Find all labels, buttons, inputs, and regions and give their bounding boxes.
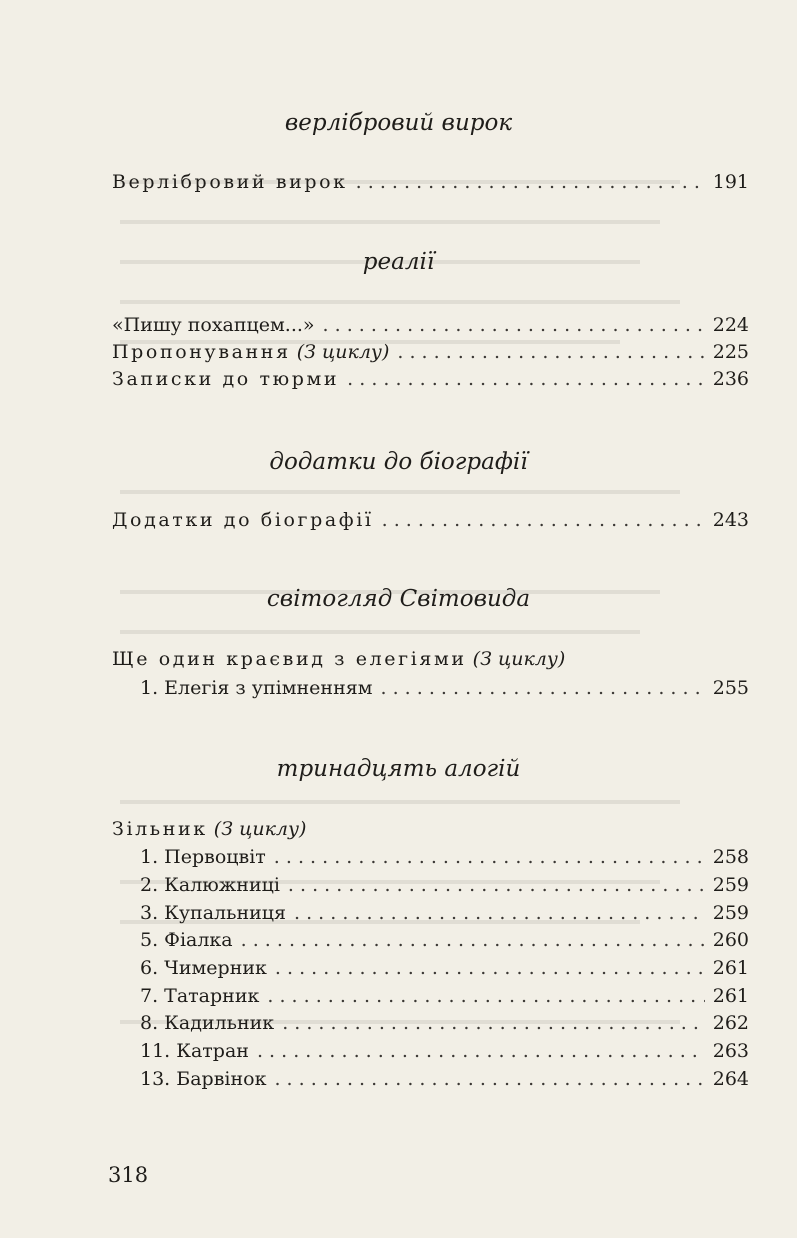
entry-page: 259 <box>712 902 749 924</box>
section-heading-realii: реалії <box>362 249 435 275</box>
leader-dots <box>275 957 705 979</box>
section-heading-svitohliad: світогляд Світовида <box>266 586 531 612</box>
leader-dots <box>347 368 705 390</box>
cycle-title-row <box>112 648 565 670</box>
leader-dots <box>397 341 704 363</box>
section-heading-verlibrovyi-vyrok: верлібровий вирок <box>284 110 513 136</box>
toc-entry <box>112 314 749 336</box>
section-heading-trynadtsiat-alohii: тринадцять алогій <box>276 756 521 782</box>
entry-title: 5. Фіалка <box>140 929 233 951</box>
entry-page: 236 <box>712 368 749 390</box>
toc-entry <box>140 985 749 1007</box>
entry-page: 255 <box>712 677 749 699</box>
cycle-note: (З циклу) <box>472 648 566 670</box>
entry-page: 264 <box>712 1068 749 1090</box>
toc-entry <box>140 957 749 979</box>
entry-title: Записки до тюрми <box>112 368 340 390</box>
toc-entry <box>140 874 749 896</box>
entry-page: 263 <box>712 1040 749 1062</box>
cycle-note: (З циклу) <box>213 818 307 840</box>
entry-page: 243 <box>712 509 749 531</box>
entry-page: 259 <box>712 874 749 896</box>
leader-dots <box>267 985 704 1007</box>
cycle-note: (З циклу) <box>296 341 390 363</box>
toc-entry <box>140 929 749 951</box>
toc-entry <box>140 1068 749 1090</box>
entry-page: 225 <box>712 341 749 363</box>
entry-title: 2. Калюжниці <box>140 874 280 896</box>
entry-page: 224 <box>712 314 749 336</box>
entry-title: 3. Купальниця <box>140 902 286 924</box>
toc-entry <box>112 341 749 363</box>
toc-entry <box>112 368 749 390</box>
page-number: 318 <box>108 1163 149 1187</box>
entry-page: 261 <box>712 957 749 979</box>
entry-title: Пропонування <box>112 341 291 363</box>
leader-dots <box>356 171 705 193</box>
entry-title: 7. Татарник <box>140 985 260 1007</box>
entry-page: 261 <box>712 985 749 1007</box>
entry-title: «Пишу похапцем...» <box>112 314 315 336</box>
leader-dots <box>257 1040 705 1062</box>
cycle-title: Ще один краєвид з елегіями <box>112 648 467 670</box>
entry-page: 260 <box>712 929 749 951</box>
entry-page: 258 <box>712 846 749 868</box>
entry-title: 13. Барвінок <box>140 1068 267 1090</box>
entry-title: 6. Чимерник <box>140 957 267 979</box>
leader-dots <box>382 509 705 531</box>
entry-page: 262 <box>712 1012 749 1034</box>
toc-entry <box>140 846 749 868</box>
entry-title: 1. Елегія з упімненням <box>140 677 373 699</box>
entry-title: 11. Катран <box>140 1040 249 1062</box>
toc-entry <box>140 902 749 924</box>
leader-dots <box>274 846 705 868</box>
toc-entry <box>112 509 749 531</box>
cycle-title-row <box>112 818 306 840</box>
toc-entry <box>140 1012 749 1034</box>
leader-dots <box>274 1068 704 1090</box>
entry-title: Додатки до біографії <box>112 509 374 531</box>
toc-entry <box>112 171 749 193</box>
entry-title: Верлібровий вирок <box>112 171 348 193</box>
leader-dots <box>241 929 705 951</box>
section-heading-dodatky: додатки до біографії <box>269 449 528 475</box>
toc-entry <box>140 1040 749 1062</box>
entry-title: 1. Первоцвіт <box>140 846 266 868</box>
leader-dots <box>288 874 705 896</box>
leader-dots <box>282 1012 705 1034</box>
leader-dots <box>381 677 705 699</box>
entry-title: 8. Кадильник <box>140 1012 275 1034</box>
entry-page: 191 <box>712 171 749 193</box>
leader-dots <box>294 902 705 924</box>
cycle-title: Зільник <box>112 818 208 840</box>
toc-entry <box>140 677 749 699</box>
leader-dots <box>323 314 705 336</box>
